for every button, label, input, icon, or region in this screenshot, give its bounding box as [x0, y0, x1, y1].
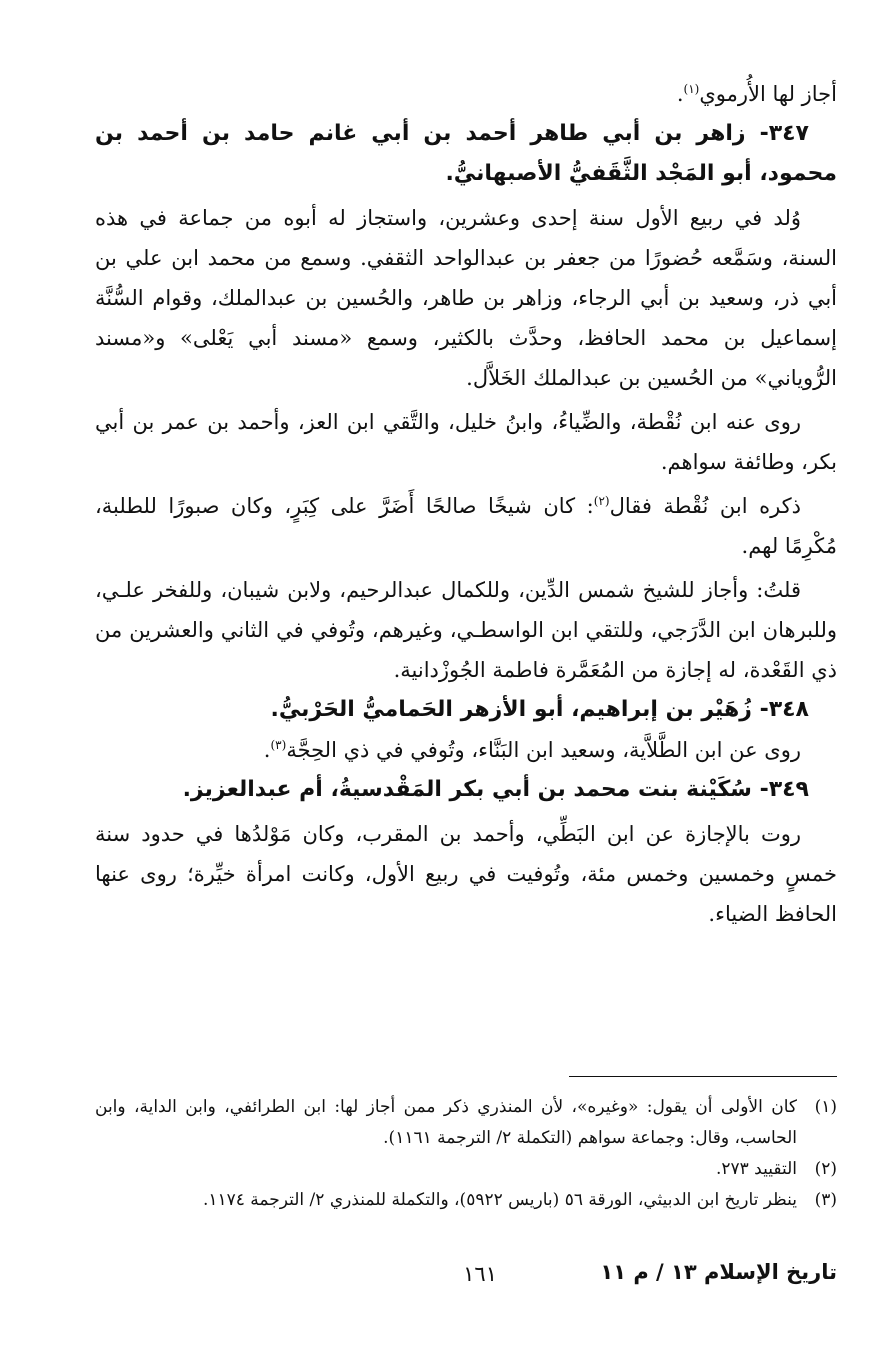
entry-349-paragraph-1: روت بالإجازة عن ابن البَطِّي، وأحمد بن المقرب، وكان مَوْلدُها في حدود سنة خمسٍ وخمسين وخمس مئة، وتُوفيت في ربيع الأول، وكانت امرأة خيِّرة؛ روى عنها الحافظ الضياء.: [95, 822, 837, 926]
footnote-number: (٣): [814, 1190, 837, 1210]
entry-347-paragraph-1: وُلد في ربيع الأول سنة إحدى وعشرين، واستجاز له أبوه من جماعة في هذه السنة، وسَمَّعه حُضورًا من جعفر بن عبدالواحد الثقفي. وسمع من محمد ابن علي بن أبي ذر، وسعيد بن أبي الرجاء، وزاهر بن طاهر، والحُسين بن عبدالملك، وقوام السُّنَّة إسماعيل بن محمد الحافظ، وحدَّث بالكثير، وسمع «مسند أبي يَعْلى» و«مسند الرُّوياني» من الحُسين بن عبدالملك الخَلاَّل.: [95, 206, 837, 390]
entry-349-heading: ٣٤٩- سُكَيْنة بنت محمد بن أبي بكر المَقْدسيةُ، أم عبدالعزيز.: [182, 777, 809, 802]
footnote-text: التقييد ٢٧٣.: [715, 1159, 797, 1179]
footnote-number: (١): [814, 1097, 837, 1117]
page-footer: [95, 1254, 837, 1294]
book-page: [95, 74, 837, 1354]
page-number: ١٦١: [463, 1262, 497, 1286]
footnote-2: [95, 1154, 837, 1185]
footnote-text: ينظر تاريخ ابن الدبيثي، الورقة ٥٦ (باريس ٥٩٢٢)، والتكملة للمنذري ٢/ الترجمة ١١٧٤.: [202, 1190, 797, 1210]
entry-347-paragraph-2: روى عنه ابن نُقْطة، والضِّياءُ، وابنُ خليل، والتَّقي ابن العز، وأحمد بن عمر بن أبي بكر، وطائفة سواهم.: [95, 410, 837, 474]
entry-348-heading: ٣٤٨- زُهَيْر بن إبراهيم، أبو الأزهر الحَماميُّ الحَرْبيُّ.: [270, 697, 809, 722]
footnote-text: كان الأولى أن يقول: «وغيره»، لأن المنذري ذكر ممن أجاز لها: ابن الطرائفي، وابن الداية، وابن الحاسب، وقال: وجماعة سواهم (التكملة ٢/ الترجمة ١١٦١).: [95, 1097, 797, 1148]
footnote-ref-3: (٣): [270, 738, 287, 752]
running-head: تاريخ الإسلام ١٣ / م ١١: [600, 1260, 837, 1284]
entry-347-paragraph-4: قلتُ: وأجاز للشيخ شمس الدِّين، وللكمال عبدالرحيم، ولابن شيبان، وللفخر علـي، وللبرهان ابن الدَّرَجي، وللتقي ابن الواسطـي، وغيرهم، وتُوفي في الثاني والعشرين من ذي القَعْدة، له إجازة من المُعَمَّرة فاطمة الجُوزْدانية.: [95, 578, 837, 682]
entry-348-p1-end: .: [263, 738, 271, 762]
footnotes: [95, 1092, 837, 1216]
entry-347-heading: ٣٤٧- زاهر بن أبي طاهر أحمد بن أبي غانم حامد بن أحمد بن محمود، أبو المَجْد الثَّقَفيُّ الأصبهانيُّ.: [95, 121, 837, 186]
continuation-text: أجاز لها الأُرموي: [699, 82, 837, 106]
entry-348-paragraph-1: [95, 730, 837, 770]
continuation-end: .: [676, 82, 684, 106]
entry-347-paragraph-3: [95, 486, 837, 566]
footnote-3: [95, 1185, 837, 1216]
footnote-ref-1: (١): [683, 82, 700, 96]
entry-347-p3-rest: : كان شيخًا صالحًا أَضَرَّ على كِبَرٍ، وكان صبورًا للطلبة، مُكْرِمًا لهم.: [95, 494, 837, 558]
footnote-number: (٢): [814, 1159, 837, 1179]
continuation-paragraph: [95, 74, 837, 114]
entry-348-p1-text: روى عن ابن الطَّلاَّية، وسعيد ابن البَنَّاء، وتُوفي في ذي الحِجَّة: [286, 738, 801, 762]
footnote-1: [95, 1092, 837, 1154]
entry-347-p3-start: ذكره ابن نُقْطة فقال: [609, 494, 802, 518]
footnote-ref-2: (٢): [593, 494, 610, 508]
footnote-divider: [569, 1076, 837, 1077]
